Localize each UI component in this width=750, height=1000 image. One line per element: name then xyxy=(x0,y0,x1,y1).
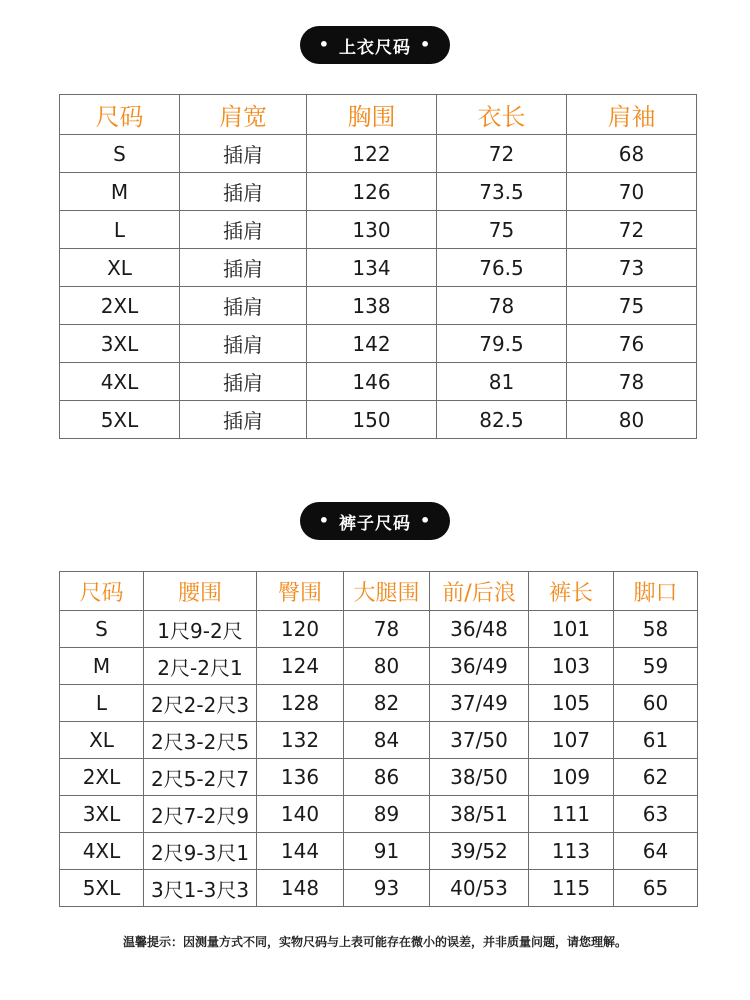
table-cell: 插肩 xyxy=(180,249,307,287)
header-length: 衣长 xyxy=(437,95,567,135)
table-cell: 插肩 xyxy=(180,401,307,439)
header-pants-length: 裤长 xyxy=(529,572,614,611)
table-cell: 2XL xyxy=(60,287,180,325)
table-cell: 3XL xyxy=(60,796,144,833)
top-size-section-title: 上衣尺码 xyxy=(339,37,411,58)
top-size-row xyxy=(60,173,697,211)
pants-size-row xyxy=(60,611,698,648)
bullet-dot-left: • xyxy=(318,511,330,530)
pants-size-section-label xyxy=(300,502,450,540)
table-cell: 65 xyxy=(614,870,698,907)
table-cell: 4XL xyxy=(60,833,144,870)
header-shoulder-width: 肩宽 xyxy=(180,95,307,135)
table-cell: 36/49 xyxy=(430,648,529,685)
pants-size-row xyxy=(60,685,698,722)
table-cell: 插肩 xyxy=(180,287,307,325)
table-cell: 38/51 xyxy=(430,796,529,833)
table-cell: 122 xyxy=(307,135,437,173)
top-size-row xyxy=(60,401,697,439)
header-waist: 腰围 xyxy=(144,572,257,611)
table-cell: 2尺2-2尺3 xyxy=(144,685,257,722)
top-size-table-body xyxy=(60,95,697,439)
table-cell: 130 xyxy=(307,211,437,249)
table-cell: 1尺9-2尺 xyxy=(144,611,257,648)
pants-size-header-row xyxy=(60,572,698,611)
pants-size-row xyxy=(60,796,698,833)
top-size-header-row xyxy=(60,95,697,135)
table-cell: 132 xyxy=(257,722,344,759)
top-size-row xyxy=(60,325,697,363)
table-cell: 插肩 xyxy=(180,211,307,249)
table-cell: 76 xyxy=(567,325,697,363)
table-cell: 2XL xyxy=(60,759,144,796)
table-cell: 72 xyxy=(437,135,567,173)
table-cell: 146 xyxy=(307,363,437,401)
table-cell: 75 xyxy=(567,287,697,325)
table-cell: 78 xyxy=(567,363,697,401)
table-cell: 111 xyxy=(529,796,614,833)
table-cell: 79.5 xyxy=(437,325,567,363)
table-cell: 93 xyxy=(344,870,430,907)
table-cell: M xyxy=(60,173,180,211)
table-cell: 63 xyxy=(614,796,698,833)
pants-size-table xyxy=(59,571,698,907)
table-cell: 150 xyxy=(307,401,437,439)
table-cell: 86 xyxy=(344,759,430,796)
table-cell: 78 xyxy=(344,611,430,648)
top-size-table xyxy=(59,94,697,439)
table-cell: 109 xyxy=(529,759,614,796)
pants-size-section-title: 裤子尺码 xyxy=(339,513,411,534)
bullet-dot-right: • xyxy=(420,511,432,530)
pants-size-row xyxy=(60,870,698,907)
table-cell: 82 xyxy=(344,685,430,722)
table-cell: 101 xyxy=(529,611,614,648)
table-cell: 3XL xyxy=(60,325,180,363)
header-shoulder-sleeve: 肩袖 xyxy=(567,95,697,135)
table-cell: 60 xyxy=(614,685,698,722)
top-size-row xyxy=(60,135,697,173)
table-cell: 37/49 xyxy=(430,685,529,722)
table-cell: 73 xyxy=(567,249,697,287)
table-cell: 134 xyxy=(307,249,437,287)
header-hip: 臀围 xyxy=(257,572,344,611)
table-cell: 2尺9-3尺1 xyxy=(144,833,257,870)
table-cell: 142 xyxy=(307,325,437,363)
header-thigh: 大腿围 xyxy=(344,572,430,611)
table-cell: 120 xyxy=(257,611,344,648)
header-rise: 前/后浪 xyxy=(430,572,529,611)
table-cell: 插肩 xyxy=(180,135,307,173)
table-cell: 3尺1-3尺3 xyxy=(144,870,257,907)
header-chest: 胸围 xyxy=(307,95,437,135)
table-cell: S xyxy=(60,135,180,173)
table-cell: XL xyxy=(60,722,144,759)
table-cell: 39/52 xyxy=(430,833,529,870)
pants-size-table-body xyxy=(60,572,698,907)
table-cell: 91 xyxy=(344,833,430,870)
bullet-dot-left: • xyxy=(318,35,330,54)
table-cell: 138 xyxy=(307,287,437,325)
table-cell: 61 xyxy=(614,722,698,759)
table-cell: M xyxy=(60,648,144,685)
header-leg-opening: 脚口 xyxy=(614,572,698,611)
table-cell: 84 xyxy=(344,722,430,759)
table-cell: 144 xyxy=(257,833,344,870)
table-cell: 75 xyxy=(437,211,567,249)
table-cell: 80 xyxy=(567,401,697,439)
table-cell: 58 xyxy=(614,611,698,648)
table-cell: 124 xyxy=(257,648,344,685)
table-cell: 82.5 xyxy=(437,401,567,439)
table-cell: 2尺-2尺1 xyxy=(144,648,257,685)
header-size: 尺码 xyxy=(60,95,180,135)
top-size-row xyxy=(60,249,697,287)
table-cell: 148 xyxy=(257,870,344,907)
table-cell: 2尺7-2尺9 xyxy=(144,796,257,833)
table-cell: S xyxy=(60,611,144,648)
table-cell: L xyxy=(60,685,144,722)
table-cell: 70 xyxy=(567,173,697,211)
table-cell: 插肩 xyxy=(180,363,307,401)
table-cell: 136 xyxy=(257,759,344,796)
pants-size-row xyxy=(60,648,698,685)
table-cell: 4XL xyxy=(60,363,180,401)
table-cell: 2尺5-2尺7 xyxy=(144,759,257,796)
table-cell: 插肩 xyxy=(180,325,307,363)
table-cell: 5XL xyxy=(60,870,144,907)
table-cell: 76.5 xyxy=(437,249,567,287)
table-cell: 78 xyxy=(437,287,567,325)
table-cell: 105 xyxy=(529,685,614,722)
table-cell: 68 xyxy=(567,135,697,173)
table-cell: XL xyxy=(60,249,180,287)
table-cell: 103 xyxy=(529,648,614,685)
table-cell: 107 xyxy=(529,722,614,759)
pants-size-row xyxy=(60,722,698,759)
pants-size-row xyxy=(60,759,698,796)
table-cell: L xyxy=(60,211,180,249)
table-cell: 73.5 xyxy=(437,173,567,211)
table-cell: 59 xyxy=(614,648,698,685)
table-cell: 38/50 xyxy=(430,759,529,796)
table-cell: 81 xyxy=(437,363,567,401)
top-size-row xyxy=(60,287,697,325)
table-cell: 140 xyxy=(257,796,344,833)
table-cell: 72 xyxy=(567,211,697,249)
table-cell: 115 xyxy=(529,870,614,907)
table-cell: 64 xyxy=(614,833,698,870)
footer-note: 温馨提示：因测量方式不同，实物尺码与上表可能存在微小的误差，并非质量问题，请您理解。 xyxy=(122,935,627,949)
header-size: 尺码 xyxy=(60,572,144,611)
table-cell: 113 xyxy=(529,833,614,870)
table-cell: 5XL xyxy=(60,401,180,439)
table-cell: 36/48 xyxy=(430,611,529,648)
bullet-dot-right: • xyxy=(420,35,432,54)
table-cell: 80 xyxy=(344,648,430,685)
table-cell: 128 xyxy=(257,685,344,722)
table-cell: 37/50 xyxy=(430,722,529,759)
top-size-row xyxy=(60,211,697,249)
table-cell: 89 xyxy=(344,796,430,833)
table-cell: 2尺3-2尺5 xyxy=(144,722,257,759)
table-cell: 126 xyxy=(307,173,437,211)
table-cell: 插肩 xyxy=(180,173,307,211)
pants-size-row xyxy=(60,833,698,870)
table-cell: 40/53 xyxy=(430,870,529,907)
table-cell: 62 xyxy=(614,759,698,796)
top-size-row xyxy=(60,363,697,401)
top-size-section-label xyxy=(300,26,450,64)
